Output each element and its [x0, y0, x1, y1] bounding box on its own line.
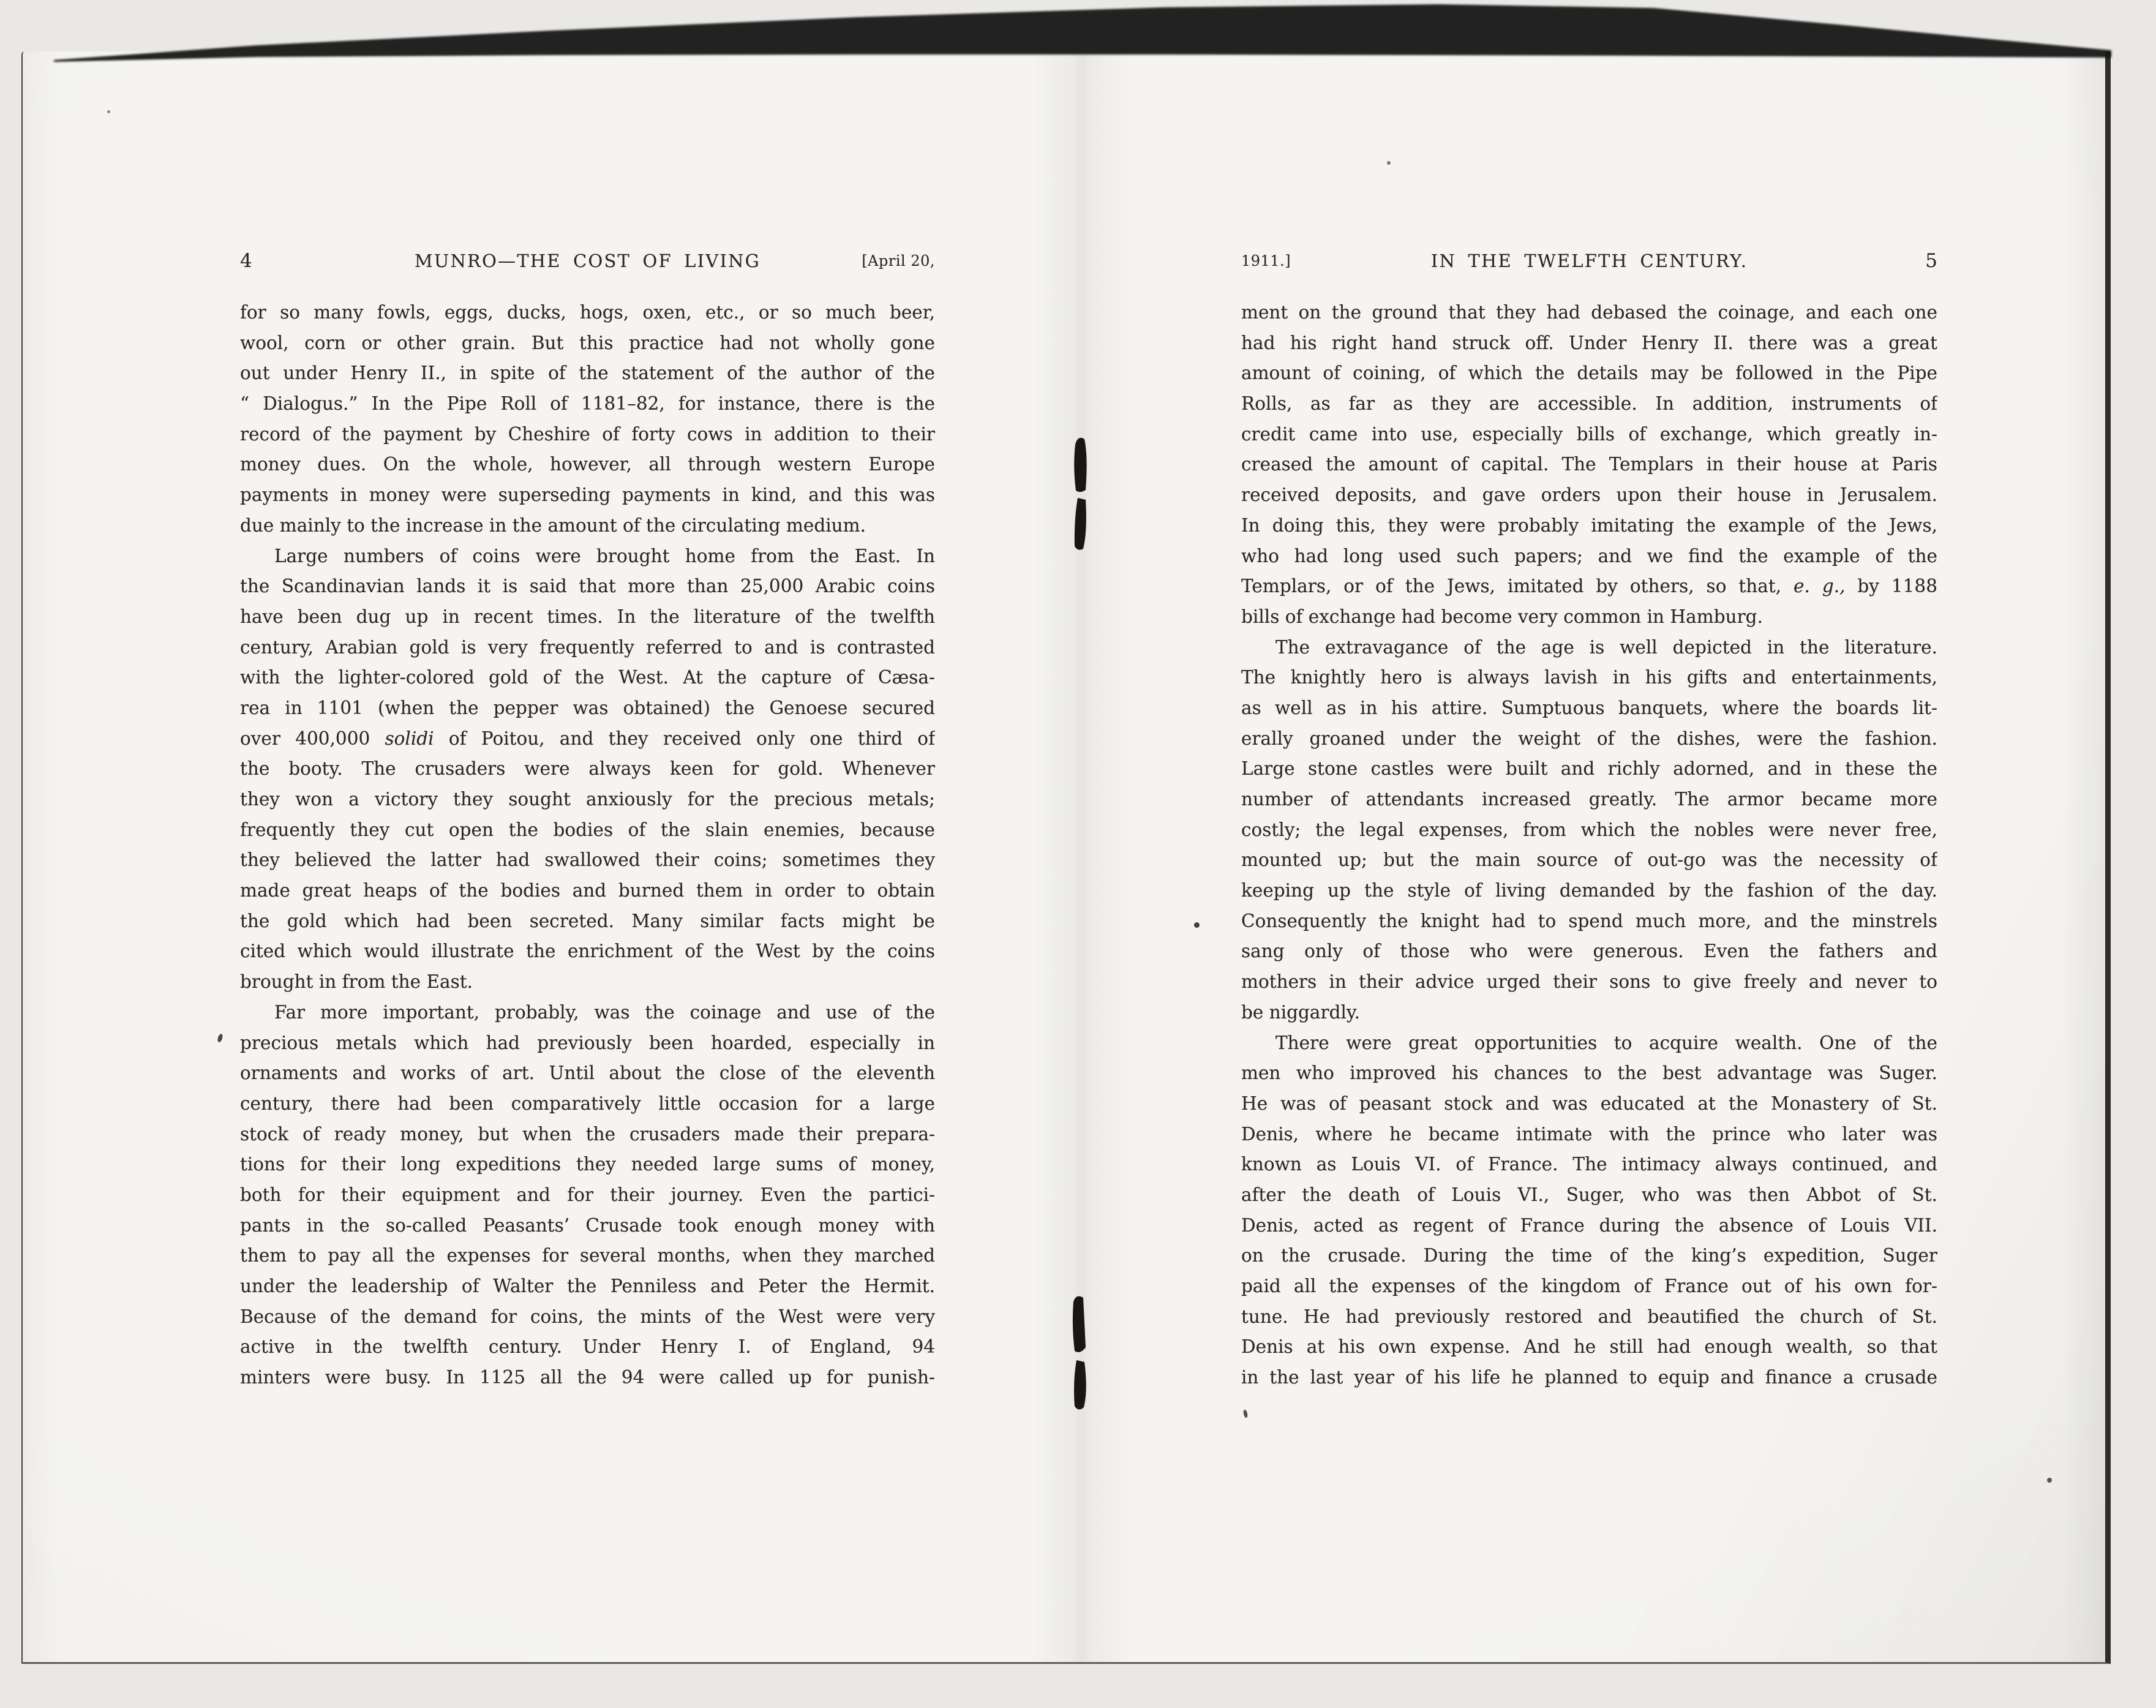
text-line: ment on the ground that they had debased the coinage, and each one	[1241, 302, 1937, 323]
text-line: tune. He had previously restored and beautified the church of St.	[1241, 1306, 1937, 1327]
text-line: The knightly hero is always lavish in his gifts and entertainments,	[1241, 667, 1937, 688]
text-line: Denis, where he became intimate with the prince who later was	[1241, 1123, 1937, 1145]
text-line: stock of ready money, but when the crusaders made their prepara-	[240, 1123, 935, 1145]
text-line: have been dug up in recent times. In the literature of the twelfth	[240, 606, 935, 627]
text-line: Consequently the knight had to spend much more, and the minstrels	[1241, 910, 1937, 931]
text-line: precious metals which had previously been hoarded, especially in	[240, 1032, 935, 1053]
text-line: bills of exchange had become very common in Hamburg.	[1241, 606, 1763, 627]
text-line: sang only of those who were generous. Even the fathers and	[1241, 941, 1937, 962]
text-line: the Scandinavian lands it is said that more than 25,000 Arabic coins	[240, 576, 935, 597]
right-year-note: 1911.]	[1241, 252, 1291, 269]
text-line: money dues. On the whole, however, all through western Europe	[240, 454, 935, 475]
text-line: Denis, acted as regent of France during the absence of Louis VII.	[1241, 1214, 1937, 1236]
text-line: creased the amount of capital. The Templars in their house at Paris	[1241, 454, 1937, 475]
text-line: they won a victory they sought anxiously for the precious metals;	[240, 789, 935, 810]
text-line: tions for their long expeditions they needed large sums of money,	[240, 1154, 935, 1175]
text-line: credit came into use, especially bills of exchange, which greatly in-	[1241, 423, 1937, 445]
text-line: in the last year of his life he planned to equip and finance a crusade	[1241, 1367, 1937, 1388]
text-line: There were great opportunities to acquire wealth. One of the	[1275, 1032, 1937, 1053]
text-line: amount of coining, of which the details may be followed in the Pipe	[1241, 363, 1937, 384]
text-line: had his right hand struck off. Under Henry II. there was a great	[1241, 332, 1937, 353]
text-line: they believed the latter had swallowed their coins; sometimes they	[240, 849, 935, 871]
right-running-title: IN THE TWELFTH CENTURY.	[1430, 250, 1748, 271]
text-line: Far more important, probably, was the coinage and use of the	[274, 1001, 935, 1023]
text-line: In doing this, they were probably imitating the example of the Jews,	[1241, 514, 1937, 536]
text-line: mounted up; but the main source of out-go was the necessity of	[1241, 849, 1937, 871]
text-line: frequently they cut open the bodies of the slain enemies, because	[240, 819, 935, 840]
text-line: due mainly to the increase in the amount of the circulating medium.	[240, 514, 866, 536]
text-line: century, there had been comparatively little occasion for a large	[240, 1093, 935, 1114]
text-line: cited which would illustrate the enrichment of the West by the coins	[240, 941, 935, 962]
left-page-header	[240, 249, 935, 276]
text-line: minters were busy. In 1125 all the 94 were called up for punish-	[240, 1367, 935, 1388]
text-line: under the leadership of Walter the Penniless and Peter the Hermit.	[240, 1276, 935, 1296]
center-gutter-shading	[1030, 51, 1134, 1664]
text-line: as well as in his attire. Sumptuous banquets, where the boards lit-	[1241, 697, 1937, 718]
text-line: Large numbers of coins were brought home from the East. In	[274, 545, 935, 566]
text-line: keeping up the style of living demanded by the fashion of the day.	[1241, 880, 1937, 901]
book-page-spread	[21, 51, 2111, 1664]
text-line: paid all the expenses of the kingdom of France out of his own for-	[1241, 1276, 1937, 1296]
text-line: He was of peasant stock and was educated at the Monastery of St.	[1241, 1093, 1937, 1114]
text-line: both for their equipment and for their journey. Even the partici-	[240, 1184, 935, 1205]
text-line: “ Dialogus.” In the Pipe Roll of 1181–82, for instance, there is the	[240, 393, 935, 415]
text-line: men who improved his chances to the best advantage was Suger.	[1241, 1063, 1937, 1084]
right-page-header	[1241, 249, 1937, 276]
right-page-number: 5	[1925, 250, 1937, 272]
text-line: erally groaned under the weight of the dishes, were the fashion.	[1241, 728, 1937, 749]
text-line: Large stone castles were built and richly adorned, and in these the	[1241, 758, 1937, 780]
text-line: number of attendants increased greatly. The armor became more	[1241, 789, 1937, 810]
text-line: mothers in their advice urged their sons to give freely and never to	[1241, 971, 1937, 993]
text-line: brought in from the East.	[240, 971, 473, 993]
text-line: Templars, or of the Jews, imitated by others, so that, e. g., by 1188	[1241, 576, 1937, 597]
left-running-title: MUNRO—THE COST OF LIVING	[414, 250, 761, 271]
left-page-number: 4	[240, 250, 252, 272]
text-line: be niggardly.	[1241, 1001, 1361, 1023]
text-line: ornaments and works of art. Until about the close of the eleventh	[240, 1063, 935, 1084]
text-line: after the death of Louis VI., Suger, who was then Abbot of St.	[1241, 1184, 1937, 1205]
text-line: payments in money were superseding payments in kind, and this was	[240, 484, 935, 506]
text-line: received deposits, and gave orders upon their house in Jerusalem.	[1241, 484, 1937, 506]
text-line: The extravagance of the age is well depicted in the literature.	[1275, 636, 1937, 658]
text-line: for so many fowls, eggs, ducks, hogs, oxen, etc., or so much beer,	[240, 302, 935, 323]
text-line: out under Henry II., in spite of the statement of the author of the	[240, 363, 935, 384]
left-text-column	[240, 298, 935, 1393]
text-line: active in the twelfth century. Under Henry I. of England, 94	[240, 1336, 935, 1358]
text-line: who had long used such papers; and we find the example of the	[1241, 545, 1937, 566]
text-line: record of the payment by Cheshire of forty cows in addition to their	[240, 423, 935, 445]
text-line: over 400,000 solidi of Poitou, and they received only one third of	[240, 728, 935, 749]
text-line: Rolls, as far as they are accessible. In addition, instruments of	[1241, 393, 1937, 415]
text-line: the gold which had been secreted. Many similar facts might be	[240, 910, 935, 931]
left-date-note: [April 20,	[862, 252, 935, 269]
text-line: with the lighter-colored gold of the West. At the capture of Cæsa-	[240, 667, 935, 688]
text-line: rea in 1101 (when the pepper was obtained) the Genoese secured	[240, 697, 935, 718]
text-line: on the crusade. During the time of the king’s expedition, Suger	[1241, 1245, 1937, 1266]
right-text-column	[1241, 298, 1937, 1393]
text-line: them to pay all the expenses for several months, when they marched	[240, 1245, 935, 1266]
text-line: the booty. The crusaders were always keen for gold. Whenever	[240, 758, 935, 780]
text-line: made great heaps of the bodies and burned them in order to obtain	[240, 880, 935, 901]
text-line: costly; the legal expenses, from which the nobles were never free,	[1241, 819, 1937, 840]
text-line: wool, corn or other grain. But this practice had not wholly gone	[240, 332, 935, 353]
text-line: Denis at his own expense. And he still had enough wealth, so that	[1241, 1336, 1937, 1358]
text-line: Because of the demand for coins, the mints of the West were very	[240, 1306, 935, 1327]
text-line: pants in the so-called Peasants’ Crusade took enough money with	[240, 1214, 935, 1236]
text-line: century, Arabian gold is very frequently referred to and is contrasted	[240, 636, 935, 658]
text-line: known as Louis VI. of France. The intimacy always continued, and	[1241, 1154, 1937, 1175]
